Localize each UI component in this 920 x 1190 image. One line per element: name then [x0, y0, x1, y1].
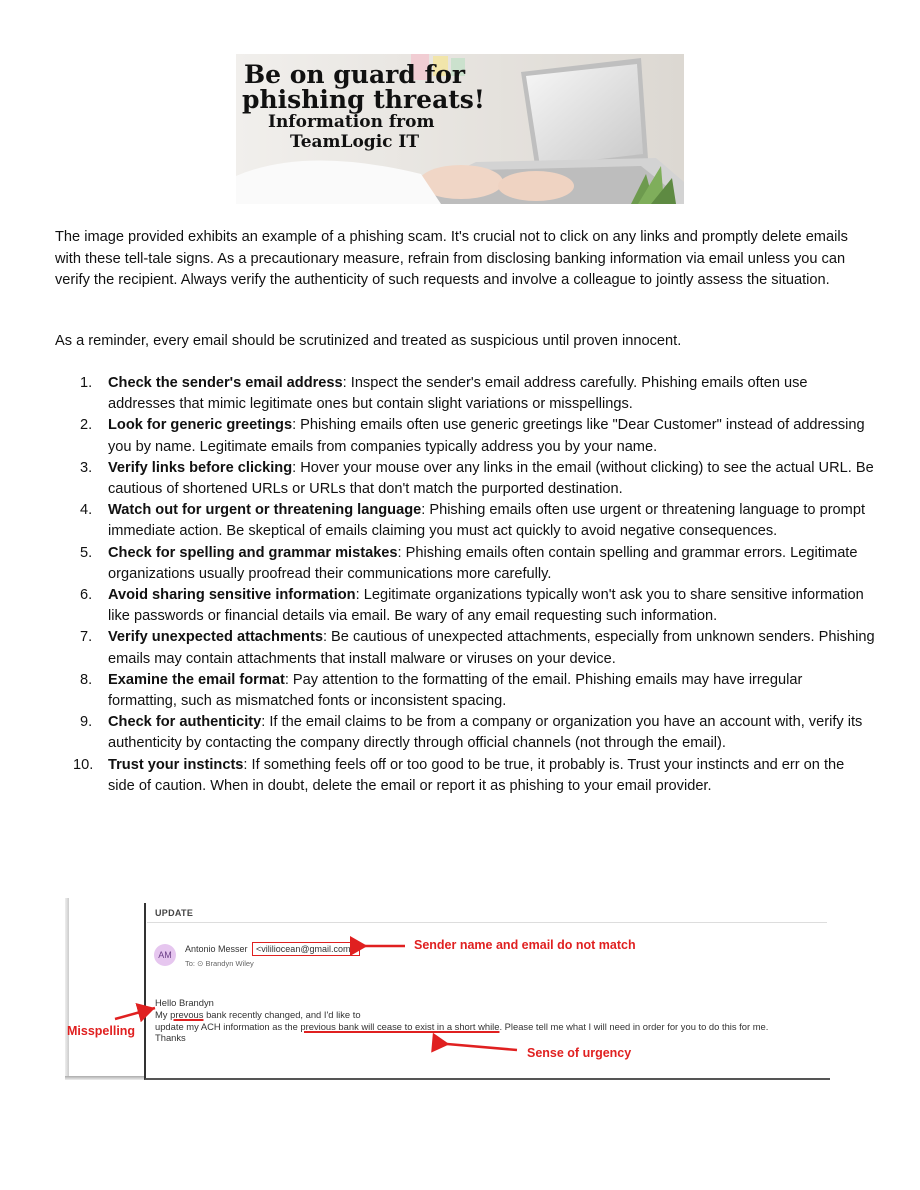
sender-email-highlight: <vililiocean@gmail.com> — [252, 942, 360, 956]
list-item-title: Verify unexpected attachments — [108, 629, 323, 646]
list-item — [55, 585, 875, 627]
arrow-urgency — [447, 1044, 517, 1050]
list-item-text: : Be cautious of unexpected attachments, especially from unknown senders. Phishing emails may contain attachments that install malware or viruses on your device. — [108, 629, 875, 667]
annotation-arrows — [65, 898, 835, 1084]
list-item — [55, 627, 875, 669]
list-item-text: : If the email claims to be from a company or organization you have an account with, verify its authenticity by contacting the company directly through official channels (not through the email). — [108, 714, 863, 752]
list-item-title: Verify links before clicking — [108, 459, 293, 476]
list-item-text: : Inspect the sender's email address carefully. Phishing emails often use addresses that mimic legitimate ones but contain slight variations or misspellings. — [108, 375, 808, 413]
list-item-title: Check for authenticity — [108, 714, 262, 731]
list-item — [55, 415, 875, 457]
annotation-sender-mismatch: Sender name and email do not match — [414, 938, 636, 952]
list-item-number: 4. — [80, 502, 93, 519]
annotation-urgency: Sense of urgency — [527, 1046, 632, 1060]
reminder-paragraph: As a reminder, every email should be scrutinized and treated as suspicious until proven innocent. — [55, 333, 682, 349]
sender-avatar: AM — [154, 944, 176, 966]
list-item-text: : Legitimate organizations typically won't ask you to share sensitive information like passwords or financial details via email. Be wary of any email requesting such information. — [108, 587, 864, 625]
email-to-line: To: ⊙ Brandyn Wiley — [185, 959, 254, 968]
urgent-phrase: previous bank will cease to exist in a short while — [300, 1020, 500, 1032]
list-item-number: 6. — [80, 587, 93, 604]
phishing-email-example — [65, 898, 835, 1084]
banner-subtitle-line-1: Information from — [268, 112, 435, 132]
list-item-number: 2. — [80, 417, 93, 434]
list-item — [55, 543, 875, 585]
annotation-misspelling: Misspelling — [67, 1024, 136, 1038]
intro-paragraph: The image provided exhibits an example of a phishing scam. It's crucial not to click on any links and promptly delete emails with these tell-tale signs. As a precautionary measure, refrain from disclosing banking information via email unless you can verify the recipient. Always verify the authenticity of such requests and involve a colleague to jointly assess the situation. — [55, 229, 848, 288]
email-greeting: Hello Brandyn — [155, 997, 214, 1008]
banner-title-line-2: phishing threats! — [242, 85, 485, 114]
email-body-line-1: My prevous bank recently changed, and I'd like to — [155, 1008, 361, 1020]
list-item-title: Check the sender's email address — [108, 375, 343, 391]
list-item-number: 1. — [80, 375, 93, 391]
list-item — [55, 373, 875, 415]
list-item-number: 5. — [80, 544, 93, 561]
list-item-number: 3. — [80, 459, 93, 476]
list-item-title: Trust your instincts — [108, 756, 244, 773]
misspelled-word: prevous — [170, 1008, 204, 1020]
list-item-title: Watch out for urgent or threatening language — [108, 502, 422, 519]
list-item-title: Examine the email format — [108, 671, 285, 688]
banner-title-line-1: Be on guard for — [244, 60, 466, 89]
list-item — [55, 500, 875, 542]
header-banner — [236, 54, 684, 204]
list-item-text: : Phishing emails often use generic greetings like "Dear Customer" instead of addressing you by name. Legitimate emails from companies typically address you by your name. — [108, 417, 865, 455]
list-item — [55, 712, 875, 754]
email-body-line-2: update my ACH information as the previous bank will cease to exist in a short while. Please tell me what I will need in order for you to do this for me. — [155, 1020, 769, 1032]
list-item-title: Look for generic greetings — [108, 417, 293, 434]
list-item-number: 7. — [80, 629, 93, 646]
banner-subtitle-line-2: TeamLogic IT — [290, 132, 420, 152]
list-item-title: Check for spelling and grammar mistakes — [108, 544, 398, 561]
list-item — [55, 755, 875, 797]
arrow-misspelling — [115, 1008, 155, 1019]
sender-name: Antonio Messer — [185, 944, 248, 954]
email-closing: Thanks — [155, 1032, 186, 1044]
list-item-title: Avoid sharing sensitive information — [108, 587, 356, 604]
email-subject: UPDATE — [155, 908, 194, 918]
list-item-text: : If something feels off or too good to be true, it probably is. Trust your instincts and err on the side of caution. When in doubt, delete the email or report it as phishing to your email provider. — [108, 756, 845, 794]
tips-list — [55, 373, 875, 797]
list-item-text: : Phishing emails often use urgent or threatening language to prompt immediate action. Be skeptical of emails claiming you must act quickly to avoid negative consequences. — [108, 502, 866, 540]
list-item-text: : Pay attention to the formatting of the email. Phishing emails may have irregular formatting, such as mismatched fonts or inconsistent spacing. — [108, 671, 803, 710]
list-item-text: : Hover your mouse over any links in the email (without clicking) to see the actual URL. Be cautious of shortened URLs or URLs that don't match the purported destination. — [108, 459, 874, 498]
list-item-number: 9. — [80, 714, 93, 731]
list-item-text: : Phishing emails often contain spelling and grammar errors. Legitimate organizations usually proofread their communications more carefully. — [108, 544, 858, 582]
list-item — [55, 670, 875, 712]
list-item — [55, 458, 875, 500]
list-item-number: 10. — [73, 756, 94, 773]
list-item-number: 8. — [80, 671, 93, 688]
